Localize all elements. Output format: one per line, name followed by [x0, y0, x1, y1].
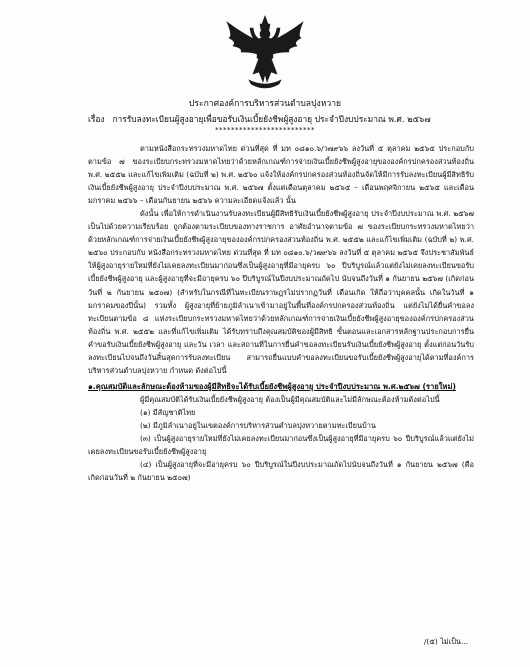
list-item: (๑) มีสัญชาติไทย: [140, 407, 196, 417]
continued-marker: /(๕) ไม่เป็น...: [423, 637, 468, 646]
list-item: (๓) เป็นผู้สูงอายุรายใหม่ที่ยังไม่เคยลงทะเบียนมาก่อนซึ่งเป็นผู้สูงอายุที่มีอายุครบ ๖๐ ปีบริบูรณ์แล้วแต่ยังไม่เคยลงทะเบียนขอรับเบี้ยยังชีพผู้สูงอายุ: [88, 433, 474, 457]
star-divider: *************************: [215, 126, 315, 134]
section-1-heading: ๑.คุณสมบัติและลักษณะต้องห้ามของผู้มีสิทธิจะได้รับเบี้ยยังชีพผู้สูงอายุ ประจำปีงบประมาณ พ.ศ.๒๕๖๗ (รายใหม่): [88, 381, 456, 391]
paragraph-2: ดังนั้น เพื่อให้การดำเนินงานรับลงทะเบียนผู้มีสิทธิรับเงินเบี้ยยังชีพผู้สูงอายุ ประจำปีงบประมาณ พ.ศ. ๒๕๖๗ เป็นไปด้วยความเรียบร้อย ถูกต้องตามระเบียบของทางราชการ อาศัยอำนาจตามข้อ ๗ ของระเบียบกระทรวงมหาดไทยว่าด้วยหลักเกณฑ์การจ่ายเงินเบี้ยยังชีพผู้สูงอายุขององค์กรปกครองส่วนท้องถิ่น พ.ศ. ๒๕๕๒ และแก้ไขเพิ่มเติม (ฉบับที่ ๒) พ.ศ. ๒๕๖๐ ประกอบกับ หนังสือกระทรวงมหาดไทย ด่วนที่สุด ที่ มท ๐๘๑๐.๖/ว๗๙๖๖ ลงวันที่ ๕ ตุลาคม ๒๕๖๕ จึงประชาสัมพันธ์ให้ผู้สูงอายุรายใหม่ที่ยังไม่เคยลงทะเบียนมาก่อนซึ่งเป็นผู้สูงอายุที่มีอายุครบ ๖๐ ปีบริบูรณ์แล้วแต่ยังไม่เคยลงทะเบียนขอรับเบี้ยยังชีพผู้สูงอายุ และผู้สูงอายุที่จะมีอายุครบ ๖๐ ปีบริบูรณ์ในปีงบประมาณถัดไป นับจนถึงวันที่ ๑ กันยายน ๒๕๖๗ (เกิดก่อนวันที่ ๒ กันยายน ๒๕๐๗) (สำหรับในกรณีที่ในทะเบียนราษฎรไม่ปรากฏวันที่ เดือนเกิด ให้ถือว่าบุคคลนั้น เกิดในวันที่ ๑ มกราคมของปีนั้น) รวมทั้ง ผู้สูงอายุที่ย้ายภูมิลำเนาเข้ามาอยู่ในพื้นที่องค์กรปกครองส่วนท้องถิ่น แต่ยังไม่ได้ยื่นคำขอลงทะเบียนตามข้อ ๘ แห่งระเบียบกระทรวงมหาดไทยว่าด้วยหลักเกณฑ์การจ่ายเงินเบี้ยยังชีพผู้สูงอายุขององค์กรปกครองส่วนท้องถิ่น พ.ศ. ๒๕๕๒ และที่แก้ไขเพิ่มเติม ได้รับทราบถึงคุณสมบัติของผู้มีสิทธิ ขั้นตอนและเอกสารหลักฐานประกอบการยื่นคำขอรับเงินเบี้ยยังชีพผู้สูงอายุ และวัน เวลา และสถานที่ในการยื่นคำขอลงทะเบียนรับเงินเบี้ยยังชีพผู้สูงอายุ ตั้งแต่ก่อนวันรับลงทะเบียนไปจนถึงวันสิ้นสุดการรับลงทะเบียน สามารถยื่นแบบคำขอลงทะเบียนขอรับเบี้ยยังชีพผู้สูงอายุได้ตามที่องค์การบริหารส่วนตำบลปุงหวาย กำหนด ดังต่อไปนี้: [88, 209, 474, 375]
list-item: (๔) เป็นผู้สูงอายุที่จะมีอายุครบ ๖๐ ปีบริบูรณ์ในปีงบประมาณถัดไปนับจนถึงวันที่ ๑ กันยายน ๒๕๖๗ (คือเกิดก่อนวันที่ ๒ กันยายน ๒๕๐๗): [88, 460, 474, 483]
subject-text: การรับลงทะเบียนผู้สูงอายุเพื่อขอรับเงินเบี้ยยังชีพผู้สูงอายุ ประจำปีงบประมาณ พ.ศ. ๒๕๖๗: [112, 114, 431, 124]
paragraph-1: ตามหนังสือกระทรวงมหาดไทย ด่วนที่สุด ที่ มท ๐๘๑๐.๖/ว๗๙๖๖ ลงวันที่ ๕ ตุลาคม ๒๕๖๕ ประกอบกับตามข้อ ๗ ของระเบียบกระทรวงมหาดไทยว่าด้วยหลักเกณฑ์การจ่ายเงินเบี้ยยังชีพผู้สูงอายุขององค์กรปกครองส่วนท้องถิ่น พ.ศ. ๒๕๕๒ และแก้ไขเพิ่มเติม (ฉบับที่ ๒) พ.ศ. ๒๕๖๐ แจ้งให้องค์กรปกครองส่วนท้องถิ่นจัดให้มีการรับลงทะเบียนผู้มีสิทธิรับเงินเบี้ยยังชีพผู้สูงอายุ ประจำปีงบประมาณ พ.ศ. ๒๕๖๗ ตั้งแต่เดือนตุลาคม ๒๕๖๕ – เดือนพฤศจิกายน ๒๕๖๕ และเดือนมกราคม ๒๕๖๖ – เดือนกันยายน ๒๕๖๖ ความละเอียดแจ้งแล้ว นั้น: [88, 144, 474, 206]
document-body: [88, 142, 474, 484]
garuda-emblem-icon: [223, 14, 307, 94]
document-title: ประกาศองค์การบริหารส่วนตำบลปุงหวาย: [188, 99, 342, 109]
document-subject: [0, 113, 530, 126]
document-header: [0, 98, 530, 135]
list-item: (๒) มีภูมิลำเนาอยู่ในเขตองค์การบริหารส่วนตำบลปุงหวายตามทะเบียนบ้าน: [140, 420, 376, 430]
section-1-intro: ผู้มีคุณสมบัติได้รับเงินเบี้ยยังชีพผู้สูงอายุ ต้องเป็นผู้มีคุณสมบัติและไม่มีลักษณะต้องห้ามดังต่อไปนี้: [140, 394, 440, 404]
subject-label: เรื่อง: [88, 114, 105, 124]
